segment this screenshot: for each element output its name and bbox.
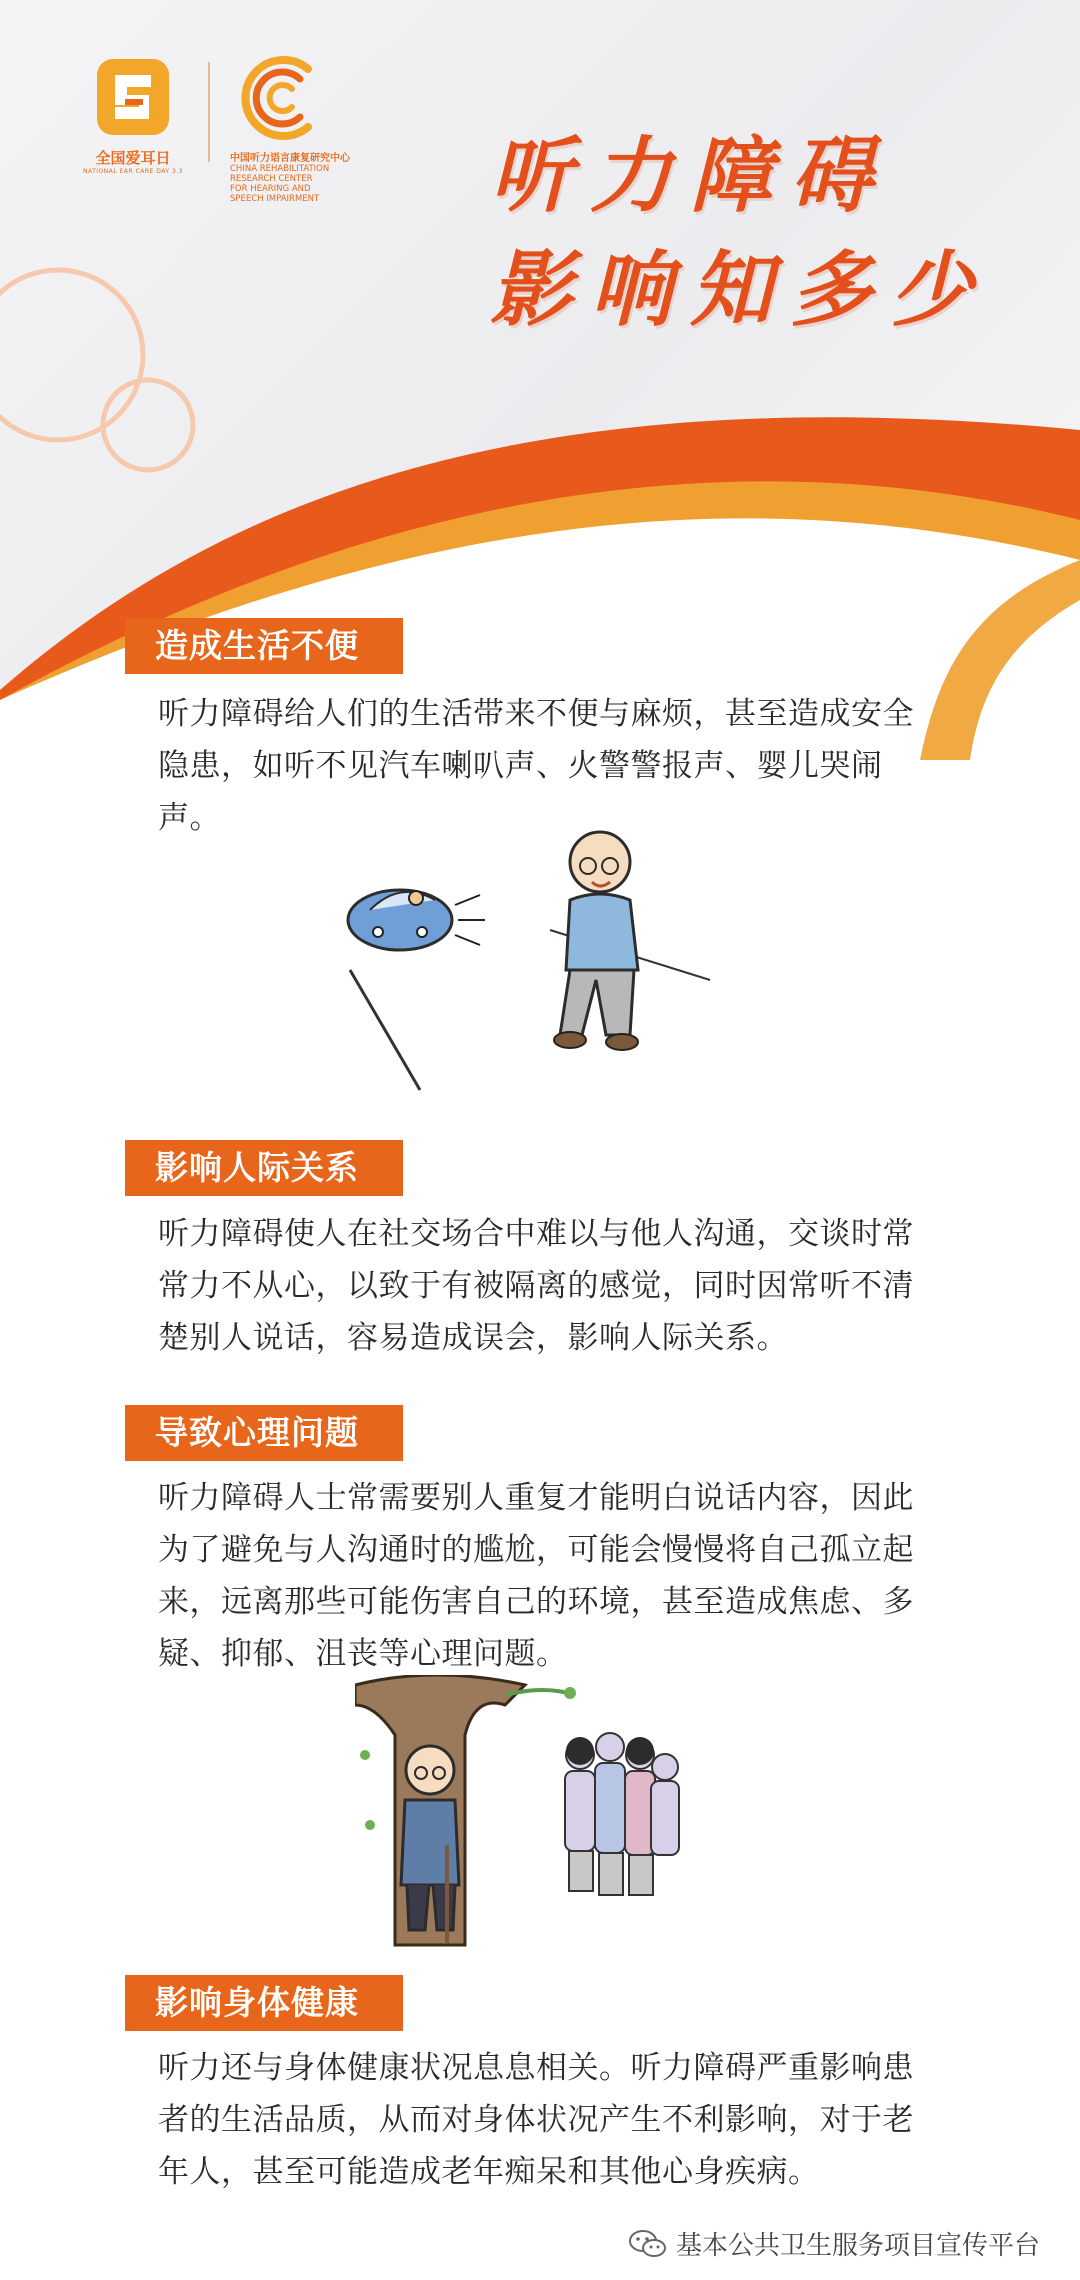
page-title-line2: 影响知多少 [490, 242, 990, 338]
page-title-line1: 听力障碍 [490, 128, 890, 224]
section-text-1: 听力障碍给人们的生活带来不便与麻烦，甚至造成安全隐患，如听不见汽车喇叭声、火警警报声、婴儿哭闹声。 [158, 696, 914, 836]
section-label-1: 造成生活不便 [125, 618, 403, 674]
deco-circle-large [0, 270, 143, 440]
ear-day-logo [78, 55, 188, 175]
ear-day-caption-en: NATIONAL EAR CARE DAY 3.3 [82, 168, 184, 175]
section-label-4: 影响身体健康 [125, 1975, 403, 2031]
rehab-center-logo-icon [230, 55, 330, 141]
section-text-3: 听力障碍人士常需要别人重复才能明白说话内容，因此为了避免与人沟通时的尴尬，可能会慢慢将自己孤立起来，远离那些可能伤害自己的环境，甚至造成焦虑、多疑、抑郁、沮丧等心理问题。 [158, 1480, 914, 1672]
ear-day-caption: 全国爱耳日 [95, 149, 171, 167]
footer-source [628, 2225, 1040, 2262]
section-label-3: 导致心理问题 [125, 1405, 403, 1461]
section-text-2: 听力障碍使人在社交场合中难以与他人沟通，交谈时常常力不从心，以致于有被隔离的感觉，同时因常听不清楚别人说话，容易造成误会，影响人际关系。 [158, 1216, 914, 1356]
logo-divider [208, 62, 210, 162]
ear-day-logo-icon [93, 55, 173, 139]
rehab-center-name-cn: 中国听力语言康复研究中心 [230, 153, 350, 164]
footer-text: 基本公共卫生服务项目宣传平台 [675, 2231, 1040, 2261]
elderly-man-walking-car-honking-illustration [330, 820, 750, 1100]
section-text-4: 听力还与身体健康状况息息相关。听力障碍严重影响患者的生活品质，从而对身体状况产生不利影响，对于老年人，甚至可能造成老年痴呆和其他心身疾病。 [158, 2050, 914, 2190]
section-label-2: 影响人际关系 [125, 1140, 403, 1196]
elderly-man-under-tree-isolated-illustration [355, 1675, 695, 1955]
deco-circle-small [103, 380, 193, 470]
rehab-center-name-en: CHINA REHABILITATION RESEARCH CENTER FOR HEARING AND SPEECH IMPAIRMENT [230, 164, 330, 204]
rehab-center-logo [230, 55, 380, 204]
wechat-icon [628, 2228, 668, 2260]
